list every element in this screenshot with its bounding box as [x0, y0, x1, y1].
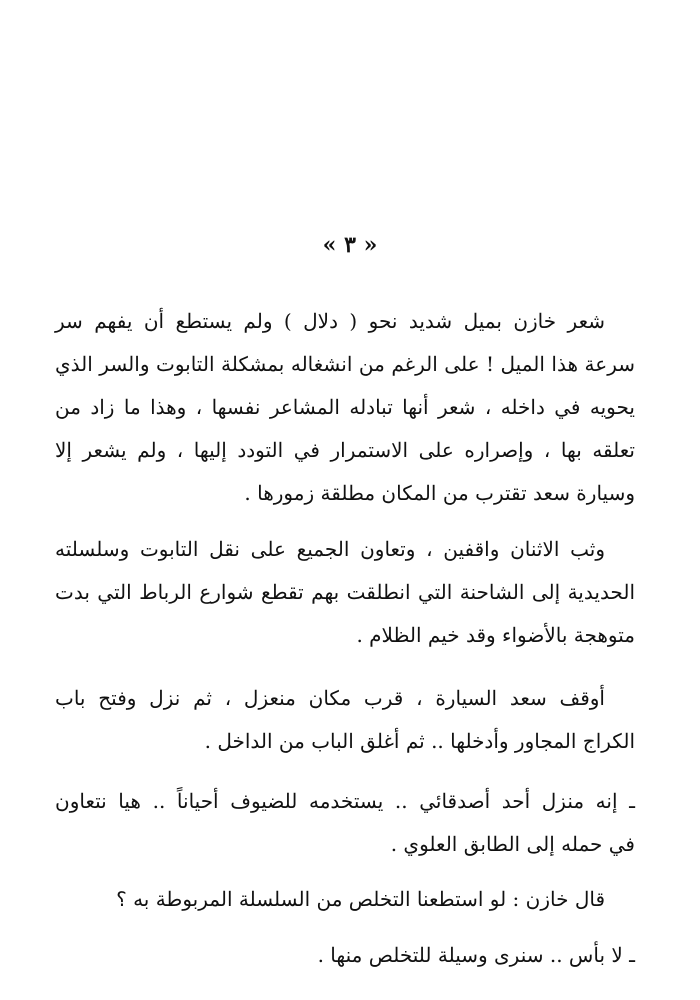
paragraph-line: يحويه في داخله ، شعر أنها تبادله المشاعر نفسها ، وهذا ما زاد من: [55, 395, 635, 419]
paragraph-line: ـ إنه منزل أحد أصدقائي .. يستخدمه للضيوف أحياناً .. هيا نتعاون: [55, 789, 635, 813]
paragraph-line: وثب الاثنان واقفين ، وتعاون الجميع على نقل التابوت وسلسلته: [55, 537, 605, 561]
paragraph-line: الكراج المجاور وأدخلها .. ثم أغلق الباب من الداخل .: [204, 729, 635, 753]
paragraph-line: الحديدية إلى الشاحنة التي انطلقت بهم تقطع شوارع الرباط التي بدت: [55, 580, 635, 604]
paragraph-line: متوهجة بالأضواء وقد خيم الظلام .: [356, 623, 635, 647]
paragraph-line: سرعة هذا الميل ! على الرغم من انشغاله بمشكلة التابوت والسر الذي: [55, 352, 635, 376]
chapter-number: « ٣ »: [322, 232, 378, 258]
paragraph-4: [55, 780, 635, 866]
paragraph-line: وسيارة سعد تقترب من المكان مطلقة زمورها .: [244, 481, 635, 505]
paragraph-line: في حمله إلى الطابق العلوي .: [390, 832, 635, 856]
paragraph-line: شعر خازن بميل شديد نحو ( دلال ) ولم يستطع أن يفهم سر: [55, 309, 605, 333]
paragraph-3: [55, 677, 635, 763]
paragraph-1: [55, 300, 635, 515]
paragraph-2: [55, 528, 635, 657]
paragraph-5: [55, 878, 635, 921]
paragraph-line: ـ لا بأس .. سنرى وسيلة للتخلص منها .: [317, 943, 635, 967]
paragraph-line: قال خازن : لو استطعنا التخلص من السلسلة المربوطة به ؟: [116, 887, 605, 911]
paragraph-line: تعلقه بها ، وإصراره على الاستمرار في التودد إليها ، ولم يشعر إلا: [55, 438, 635, 462]
paragraph-line: أوقف سعد السيارة ، قرب مكان منعزل ، ثم نزل وفتح باب: [55, 686, 605, 710]
paragraph-6: [55, 934, 635, 977]
